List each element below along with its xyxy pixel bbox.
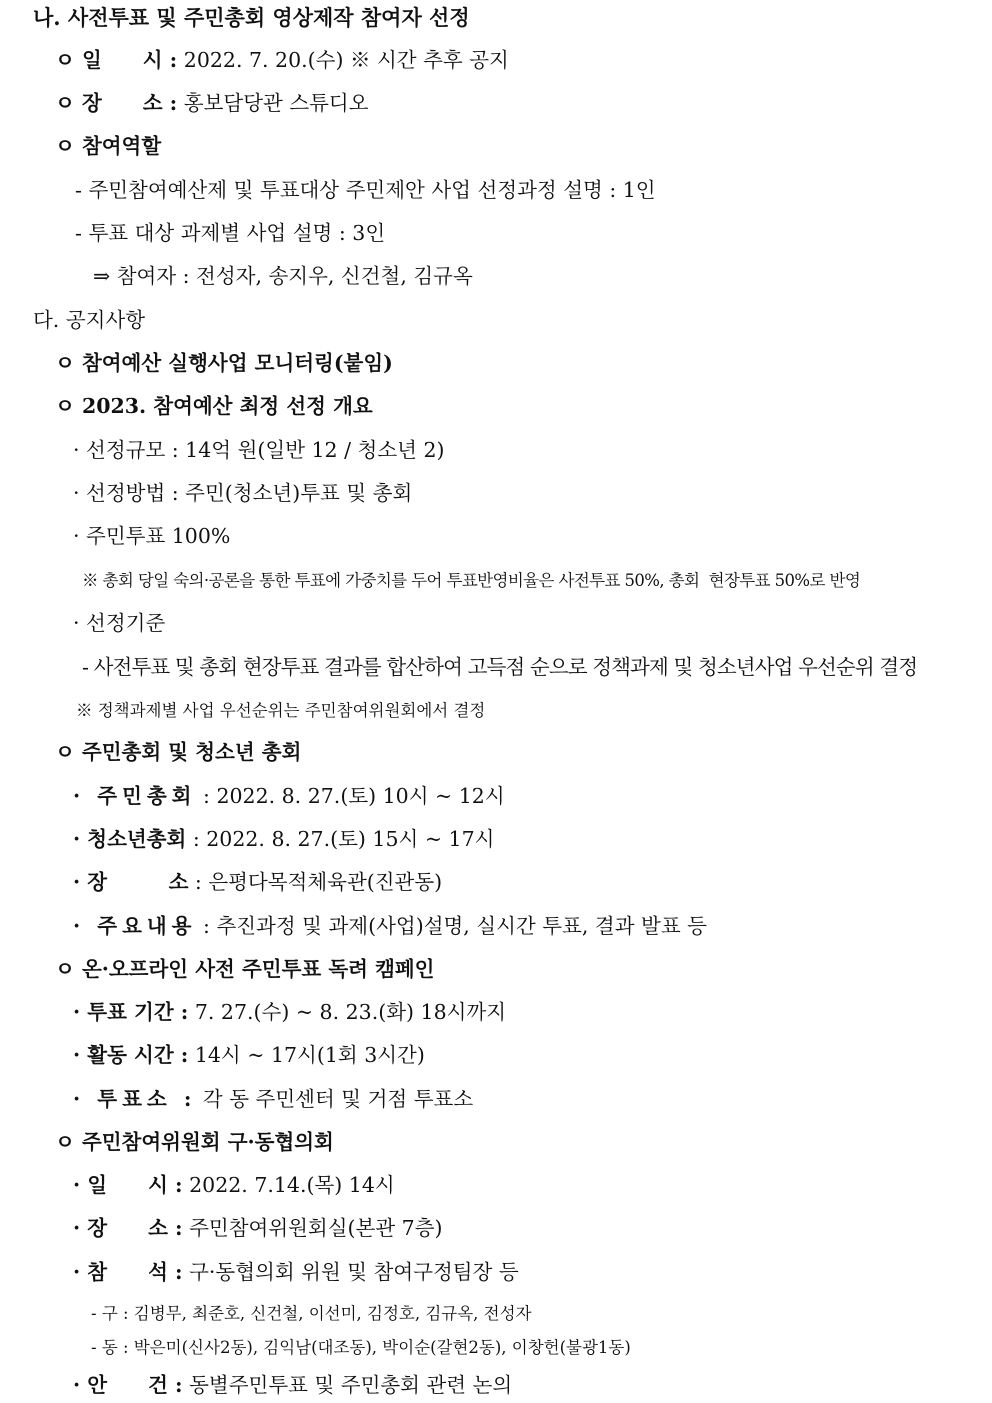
- da-booth-line: [73, 1089, 473, 1110]
- da-vote-note: ※ 총회 당일 숙의·공론을 통한 투표에 가중치를 두어 투표반영비율은 사전투표 50%, 총회 현장투표 50%로 반영: [82, 571, 861, 590]
- da-c-place-value: 주민참여위원회실(본관 7층): [182, 1216, 443, 1240]
- da-venue-line: [73, 872, 442, 893]
- da-assembly-value: : 2022. 8. 27.(토) 10시 ~ 12시: [196, 784, 505, 808]
- da-c-agenda-line: [73, 1375, 512, 1396]
- na-place-line: [55, 93, 369, 114]
- da-activity-line: [73, 1045, 425, 1066]
- na-place-label: ㅇ 장 소 :: [55, 91, 178, 115]
- da-activity-value: 14시 ~ 17시(1회 3시간): [188, 1043, 425, 1067]
- da-booth-label: · 투표소 :: [73, 1087, 197, 1111]
- section-da-heading: 다. 공지사항: [33, 308, 146, 332]
- da-assembly-title: ㅇ 주민총회 및 청소년 총회: [55, 740, 302, 764]
- da-c-attend-value: 구·동협의회 위원 및 참여구정팀장 등: [182, 1260, 519, 1284]
- da-campaign-title: ㅇ 온·오프라인 사전 주민투표 독려 캠페인: [55, 957, 435, 981]
- da-monitoring: ㅇ 참여예산 실행사업 모니터링(붙임): [55, 351, 393, 375]
- da-content-line: [73, 916, 707, 937]
- na-date-line: [55, 50, 509, 71]
- da-c-agenda-value: 동별주민투표 및 주민총회 관련 논의: [182, 1373, 513, 1397]
- da-assembly-line: [73, 786, 505, 807]
- da-c-gu: - 구 : 김병무, 최준호, 신건철, 이선미, 김정호, 김규옥, 전성자: [91, 1304, 532, 1323]
- da-vote: · 주민투표 100%: [73, 524, 231, 548]
- da-period-line: [73, 1002, 506, 1023]
- da-overview-title: ㅇ 2023. 참여예산 최정 선정 개요: [55, 394, 373, 418]
- da-booth-value: 각 동 주민센터 및 거점 투표소: [196, 1087, 474, 1111]
- da-c-date-label: · 일 시 :: [73, 1173, 183, 1197]
- na-date-value: 2022. 7. 20.(수) ※ 시간 추후 공지: [177, 48, 509, 72]
- na-role-item-2: - 투표 대상 과제별 사업 설명 : 3인: [75, 221, 386, 245]
- da-period-value: 7. 27.(수) ~ 8. 23.(화) 18시까지: [188, 1000, 507, 1024]
- da-period-label: · 투표 기간 :: [73, 1000, 189, 1024]
- da-content-label: · 주요내용: [73, 914, 197, 938]
- da-scale: · 선정규모 : 14억 원(일반 12 / 청소년 2): [73, 438, 445, 462]
- da-c-attend-line: [73, 1262, 519, 1283]
- na-participants: ⇒ 참여자 : 전성자, 송지우, 신건철, 김규옥: [93, 264, 473, 288]
- da-c-dong: - 동 : 박은미(신사2동), 김익남(대조동), 박이순(갈현2동), 이창헌(불광1동): [91, 1338, 631, 1357]
- na-role-item-1: - 주민참여예산제 및 투표대상 주민제안 사업 선정과정 설명 : 1인: [75, 178, 656, 202]
- da-c-date-line: [73, 1175, 395, 1196]
- da-venue-label: · 장 소: [73, 870, 189, 894]
- da-committee-title: ㅇ 주민참여위원회 구·동협의회: [55, 1130, 334, 1154]
- na-date-label: ㅇ 일 시 :: [55, 48, 178, 72]
- da-assembly-label: · 주민총회: [73, 784, 197, 808]
- da-criteria-item: - 사전투표 및 총회 현장투표 결과를 합산하여 고득점 순으로 정책과제 및 청소년사업 우선순위 결정: [82, 655, 918, 679]
- da-c-attend-label: · 참 석 :: [73, 1260, 183, 1284]
- da-method: · 선정방법 : 주민(청소년)투표 및 총회: [73, 481, 413, 505]
- da-criteria: · 선정기준: [73, 611, 166, 635]
- da-criteria-note: ※ 정책과제별 사업 우선순위는 주민참여위원회에서 결정: [76, 701, 486, 720]
- da-c-place-label: · 장 소 :: [73, 1216, 183, 1240]
- da-content-value: : 추진과정 및 과제(사업)설명, 실시간 투표, 결과 발표 등: [196, 914, 707, 938]
- da-c-date-value: 2022. 7.14.(목) 14시: [182, 1173, 395, 1197]
- da-activity-label: · 활동 시간 :: [73, 1043, 189, 1067]
- da-youth-value: : 2022. 8. 27.(토) 15시 ~ 17시: [186, 827, 495, 851]
- da-c-agenda-label: · 안 건 :: [73, 1373, 183, 1397]
- section-na-heading: 나. 사전투표 및 주민총회 영상제작 참여자 선정: [33, 5, 470, 30]
- na-place-value: 홍보담당관 스튜디오: [177, 91, 369, 115]
- da-venue-value: : 은평다목적체육관(진관동): [188, 870, 443, 894]
- da-youth-label: · 청소년총회: [73, 827, 187, 851]
- na-role-label: ㅇ 참여역할: [55, 134, 162, 158]
- da-youth-line: [73, 829, 494, 850]
- da-c-place-line: [73, 1218, 443, 1239]
